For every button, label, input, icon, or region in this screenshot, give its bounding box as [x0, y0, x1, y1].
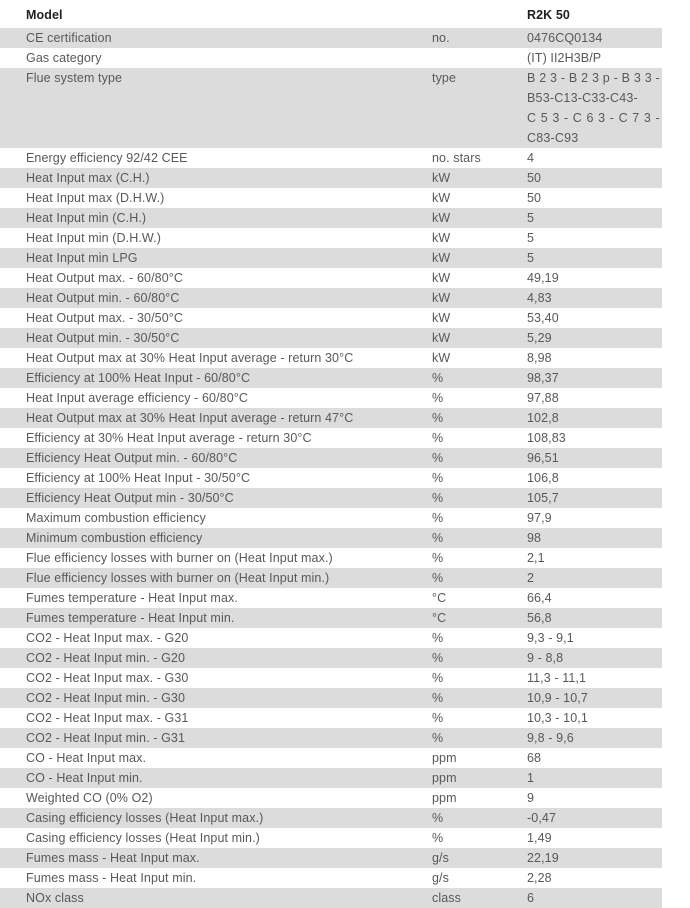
row-unit: %: [430, 468, 523, 488]
row-label: Fumes mass - Heat Input min.: [0, 868, 430, 888]
row-value: 108,83: [523, 428, 662, 448]
row-unit: %: [430, 628, 523, 648]
row-value: [523, 68, 662, 148]
table-body: [0, 28, 662, 908]
row-value: 4,83: [523, 288, 662, 308]
row-unit: g/s: [430, 868, 523, 888]
row-value: 8,98: [523, 348, 662, 368]
row-value: 9,8 - 9,6: [523, 728, 662, 748]
table-row: [0, 268, 662, 288]
row-label: Maximum combustion efficiency: [0, 508, 430, 528]
row-label: Heat Output max at 30% Heat Input average - return 30°C: [0, 348, 430, 368]
table-row: [0, 208, 662, 228]
row-unit: %: [430, 428, 523, 448]
table-row: [0, 388, 662, 408]
row-label: Heat Output min. - 60/80°C: [0, 288, 430, 308]
specifications-table: [0, 2, 662, 908]
row-unit: %: [430, 728, 523, 748]
row-unit: class: [430, 888, 523, 908]
table-row: [0, 568, 662, 588]
header-model-value: R2K 50: [523, 2, 662, 28]
table-head: [0, 2, 662, 28]
table-row: [0, 828, 662, 848]
row-label: Heat Output max. - 60/80°C: [0, 268, 430, 288]
row-unit: ppm: [430, 748, 523, 768]
row-value: 98: [523, 528, 662, 548]
row-label: NOx class: [0, 888, 430, 908]
row-value: 2: [523, 568, 662, 588]
row-label: Heat Input min (D.H.W.): [0, 228, 430, 248]
row-unit: kW: [430, 208, 523, 228]
row-label: Fumes temperature - Heat Input min.: [0, 608, 430, 628]
table-row: [0, 328, 662, 348]
row-unit: %: [430, 668, 523, 688]
row-unit: %: [430, 368, 523, 388]
row-unit: kW: [430, 248, 523, 268]
row-value: 106,8: [523, 468, 662, 488]
table-row: [0, 848, 662, 868]
row-value: 5: [523, 208, 662, 228]
row-label: CO2 - Heat Input max. - G20: [0, 628, 430, 648]
row-value: 1: [523, 768, 662, 788]
table-row: [0, 288, 662, 308]
table-row: [0, 688, 662, 708]
row-value: 9: [523, 788, 662, 808]
table-row: [0, 68, 662, 148]
row-label: Efficiency at 100% Heat Input - 60/80°C: [0, 368, 430, 388]
row-label: CO - Heat Input max.: [0, 748, 430, 768]
row-unit: %: [430, 548, 523, 568]
row-unit: °C: [430, 588, 523, 608]
row-unit: kW: [430, 188, 523, 208]
table-row: [0, 548, 662, 568]
row-label: Efficiency at 30% Heat Input average - return 30°C: [0, 428, 430, 448]
row-label: Fumes temperature - Heat Input max.: [0, 588, 430, 608]
table-row: [0, 708, 662, 728]
row-label: Weighted CO (0% O2): [0, 788, 430, 808]
row-unit: %: [430, 828, 523, 848]
row-value: 105,7: [523, 488, 662, 508]
row-unit: %: [430, 408, 523, 428]
table-row: [0, 428, 662, 448]
row-value: 50: [523, 168, 662, 188]
row-label: Heat Input max (C.H.): [0, 168, 430, 188]
row-value: 6: [523, 888, 662, 908]
table-row: [0, 248, 662, 268]
row-unit: kW: [430, 228, 523, 248]
row-value: 4: [523, 148, 662, 168]
row-value: -0,47: [523, 808, 662, 828]
table-row: [0, 28, 662, 48]
table-row: [0, 48, 662, 68]
table-row: [0, 648, 662, 668]
table-row: [0, 768, 662, 788]
row-unit: %: [430, 808, 523, 828]
table-row: [0, 148, 662, 168]
row-value: 66,4: [523, 588, 662, 608]
row-label: CO2 - Heat Input max. - G31: [0, 708, 430, 728]
table-row: [0, 228, 662, 248]
table-row: [0, 608, 662, 628]
table-row: [0, 868, 662, 888]
row-unit: ppm: [430, 788, 523, 808]
flue-type-line: C83-C93: [527, 131, 579, 145]
table-row: [0, 448, 662, 468]
row-value: 56,8: [523, 608, 662, 628]
row-label: CO2 - Heat Input min. - G30: [0, 688, 430, 708]
table-row: [0, 188, 662, 208]
row-value: 10,9 - 10,7: [523, 688, 662, 708]
row-unit: °C: [430, 608, 523, 628]
table-header-row: [0, 2, 662, 28]
row-unit: kW: [430, 328, 523, 348]
row-value: 96,51: [523, 448, 662, 468]
row-value: 22,19: [523, 848, 662, 868]
table-row: [0, 628, 662, 648]
table-row: [0, 488, 662, 508]
row-label: Heat Output max. - 30/50°C: [0, 308, 430, 328]
row-value: 49,19: [523, 268, 662, 288]
row-unit: kW: [430, 288, 523, 308]
row-label: CO2 - Heat Input min. - G20: [0, 648, 430, 668]
row-unit: kW: [430, 308, 523, 328]
row-unit: g/s: [430, 848, 523, 868]
row-label: Energy efficiency 92/42 CEE: [0, 148, 430, 168]
row-unit: %: [430, 528, 523, 548]
row-label: Efficiency at 100% Heat Input - 30/50°C: [0, 468, 430, 488]
table-row: [0, 888, 662, 908]
row-unit: no.: [430, 28, 523, 48]
row-label: Flue efficiency losses with burner on (Heat Input max.): [0, 548, 430, 568]
table-row: [0, 468, 662, 488]
header-unit-label: [430, 2, 523, 28]
table-row: [0, 308, 662, 328]
table-row: [0, 788, 662, 808]
row-value: 2,1: [523, 548, 662, 568]
row-value: (IT) II2H3B/P: [523, 48, 662, 68]
row-unit: %: [430, 568, 523, 588]
row-label: Heat Output min. - 30/50°C: [0, 328, 430, 348]
row-label: Minimum combustion efficiency: [0, 528, 430, 548]
row-value: 11,3 - 11,1: [523, 668, 662, 688]
row-value: 97,9: [523, 508, 662, 528]
table-row: [0, 588, 662, 608]
row-label: Flue efficiency losses with burner on (Heat Input min.): [0, 568, 430, 588]
row-label: Efficiency Heat Output min. - 60/80°C: [0, 448, 430, 468]
row-unit: %: [430, 388, 523, 408]
row-label: Casing efficiency losses (Heat Input max.): [0, 808, 430, 828]
row-unit: %: [430, 488, 523, 508]
table-row: [0, 748, 662, 768]
row-label: CO2 - Heat Input max. - G30: [0, 668, 430, 688]
row-label: Heat Input average efficiency - 60/80°C: [0, 388, 430, 408]
row-unit: kW: [430, 168, 523, 188]
row-unit: %: [430, 448, 523, 468]
row-label: CE certification: [0, 28, 430, 48]
table-row: [0, 728, 662, 748]
row-value: 9 - 8,8: [523, 648, 662, 668]
row-value: 97,88: [523, 388, 662, 408]
row-unit: ppm: [430, 768, 523, 788]
row-unit: kW: [430, 268, 523, 288]
row-value: 102,8: [523, 408, 662, 428]
flue-type-line: C 5 3 - C 6 3 - C 7 3 -: [527, 111, 660, 125]
row-value: 10,3 - 10,1: [523, 708, 662, 728]
row-value: 53,40: [523, 308, 662, 328]
row-label: Casing efficiency losses (Heat Input min.): [0, 828, 430, 848]
row-label: Gas category: [0, 48, 430, 68]
table-row: [0, 508, 662, 528]
row-label: Heat Output max at 30% Heat Input average - return 47°C: [0, 408, 430, 428]
row-value: 98,37: [523, 368, 662, 388]
row-unit: %: [430, 508, 523, 528]
table-row: [0, 408, 662, 428]
row-value: 0476CQ0134: [523, 28, 662, 48]
row-unit: %: [430, 708, 523, 728]
table-row: [0, 368, 662, 388]
row-unit: [430, 48, 523, 68]
table-row: [0, 808, 662, 828]
row-unit: type: [430, 68, 523, 148]
row-value: 9,3 - 9,1: [523, 628, 662, 648]
row-unit: %: [430, 648, 523, 668]
row-value: 5: [523, 248, 662, 268]
flue-type-line: B 2 3 - B 2 3 p - B 3 3 -: [527, 71, 660, 85]
table-row: [0, 348, 662, 368]
row-value: 50: [523, 188, 662, 208]
table-row: [0, 168, 662, 188]
table-row: [0, 528, 662, 548]
row-value: 2,28: [523, 868, 662, 888]
flue-type-line: B53-C13-C33-C43-: [527, 91, 638, 105]
row-unit: %: [430, 688, 523, 708]
row-label: Efficiency Heat Output min - 30/50°C: [0, 488, 430, 508]
row-label: Heat Input min LPG: [0, 248, 430, 268]
row-label: CO - Heat Input min.: [0, 768, 430, 788]
row-label: Flue system type: [0, 68, 430, 148]
row-unit: no. stars: [430, 148, 523, 168]
row-value: 5: [523, 228, 662, 248]
row-value: 1,49: [523, 828, 662, 848]
table-row: [0, 668, 662, 688]
header-model-label: Model: [0, 2, 430, 28]
row-label: Heat Input max (D.H.W.): [0, 188, 430, 208]
row-value: 68: [523, 748, 662, 768]
row-label: CO2 - Heat Input min. - G31: [0, 728, 430, 748]
row-label: Fumes mass - Heat Input max.: [0, 848, 430, 868]
row-value: 5,29: [523, 328, 662, 348]
row-label: Heat Input min (C.H.): [0, 208, 430, 228]
row-unit: kW: [430, 348, 523, 368]
